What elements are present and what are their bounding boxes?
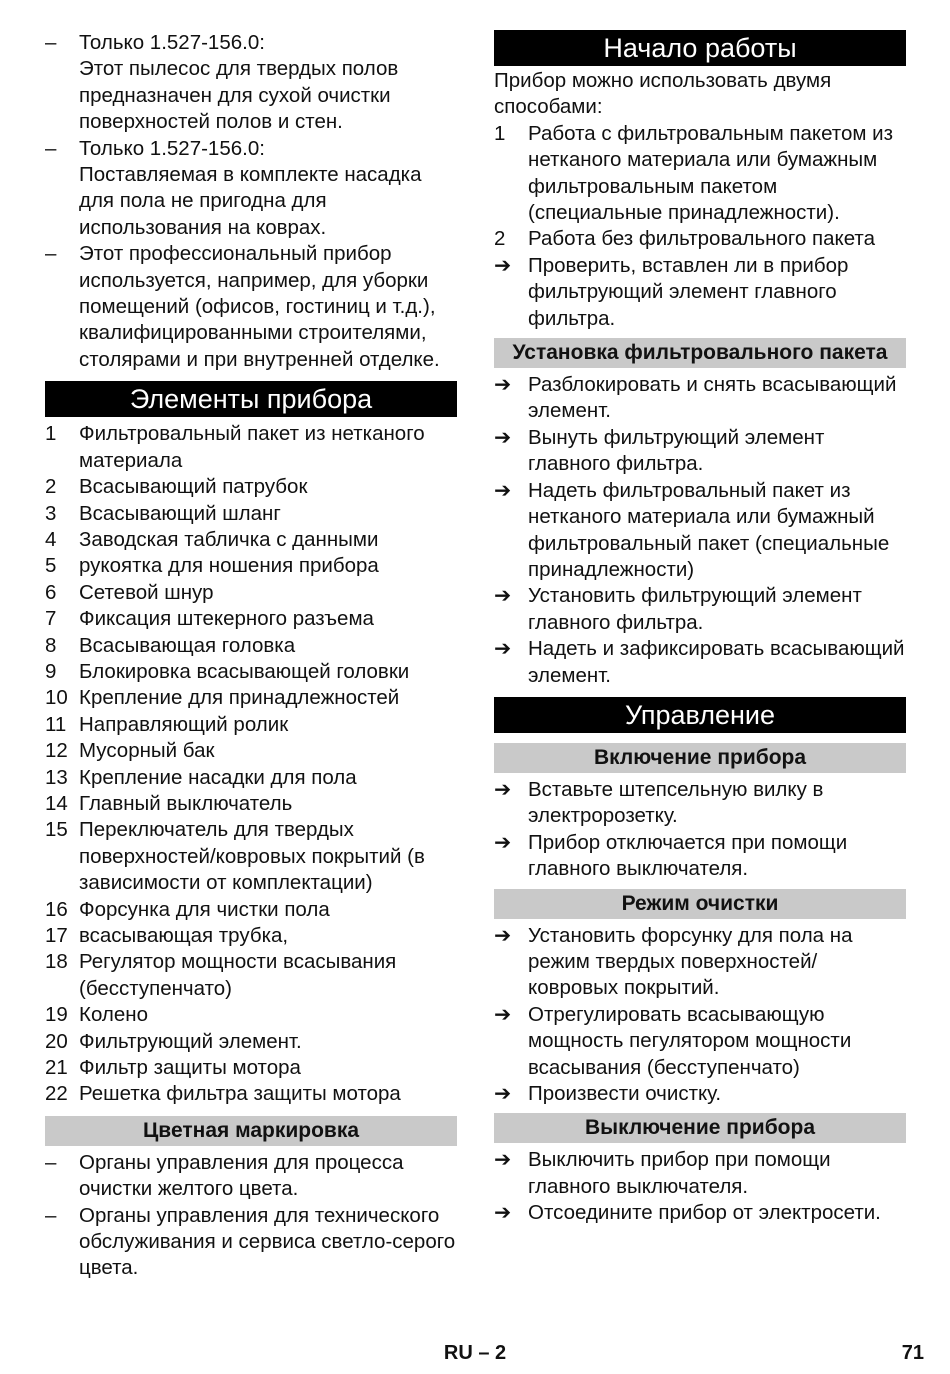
list-marker: – xyxy=(45,136,57,160)
list-item xyxy=(45,817,457,896)
item-text: Крепление для принадлежностей xyxy=(79,686,400,710)
list-item xyxy=(45,1203,457,1282)
item-number: 22 xyxy=(45,1082,68,1106)
list-item xyxy=(494,478,906,584)
list-text: Надеть фильтровальный пакет из нетканого материала или бумажный фильтровальный пакет (специальные принадлежности) xyxy=(528,478,890,581)
page-number: 71 xyxy=(901,1342,924,1364)
start-intro: Прибор можно использовать двумя способами: xyxy=(494,69,832,119)
list-item xyxy=(494,583,906,636)
list-text: Разблокировать и снять всасывающий элемент. xyxy=(528,373,897,423)
power-off-list xyxy=(494,1147,906,1226)
list-item xyxy=(45,1029,457,1055)
item-text: Фиксация штекерного разъема xyxy=(79,607,374,631)
list-item xyxy=(45,1081,457,1107)
item-text: Заводская табличка с данными xyxy=(79,527,379,551)
arrow-icon: ➔ xyxy=(494,584,512,608)
item-number: 4 xyxy=(45,527,57,551)
list-text: Только 1.527-156.0: xyxy=(79,136,265,160)
list-text: Этот пылесос для твердых полов предназначен для сухой очистки поверхностей полов и стен. xyxy=(79,57,399,134)
list-text: Прибор отключается при помощи главного выключателя. xyxy=(528,830,848,881)
list-item xyxy=(45,136,457,162)
control-heading: Управление xyxy=(494,697,906,733)
list-marker: – xyxy=(45,1203,57,1227)
list-item xyxy=(494,636,906,689)
list-item xyxy=(494,777,906,830)
arrow-icon: ➔ xyxy=(494,1002,512,1026)
list-item xyxy=(45,1002,457,1028)
list-item xyxy=(45,738,457,764)
start-list xyxy=(494,121,906,332)
list-item xyxy=(494,425,906,478)
item-text: Крепление насадки для пола xyxy=(79,765,357,789)
cleaning-mode-heading: Режим очистки xyxy=(494,889,906,919)
color-marking-list xyxy=(45,1150,457,1282)
list-item xyxy=(45,30,457,56)
arrow-icon: ➔ xyxy=(494,637,512,661)
color-marking-heading: Цветная маркировка xyxy=(45,1116,457,1146)
item-number: 11 xyxy=(45,712,67,736)
list-item xyxy=(45,580,457,606)
list-text: Органы управления для процесса очистки желтого цвета. xyxy=(79,1150,404,1201)
list-marker: – xyxy=(45,242,57,266)
item-text: Всасывающий шланг xyxy=(79,501,281,525)
list-text: Вынуть фильтрующий элемент главного фильтра. xyxy=(528,425,825,476)
item-number: 10 xyxy=(45,686,68,710)
list-text: Надеть и зафиксировать всасывающий элемент. xyxy=(528,637,905,687)
list-item xyxy=(45,712,457,738)
item-number: 6 xyxy=(45,580,57,604)
item-number: 20 xyxy=(45,1029,68,1053)
list-marker: 2 xyxy=(494,227,506,251)
elements-heading: Элементы прибора xyxy=(45,381,457,417)
power-on-heading: Включение прибора xyxy=(494,743,906,773)
list-item xyxy=(45,241,457,373)
arrow-icon: ➔ xyxy=(494,373,512,397)
list-item xyxy=(45,897,457,923)
arrow-icon: ➔ xyxy=(494,253,512,277)
list-item xyxy=(494,830,906,883)
start-heading: Начало работы xyxy=(494,30,906,66)
list-item xyxy=(45,1150,457,1203)
item-text: Форсунка для чистки пола xyxy=(79,897,330,921)
item-text: Направляющий ролик xyxy=(79,712,289,736)
item-text: рукоятка для ношения прибора xyxy=(79,554,379,578)
item-text: Колено xyxy=(79,1003,148,1027)
item-text: Блокировка всасывающей головки xyxy=(79,659,410,683)
item-number: 21 xyxy=(45,1056,68,1080)
filter-install-list xyxy=(494,372,906,689)
list-marker: – xyxy=(45,31,57,54)
item-number: 14 xyxy=(45,791,68,815)
item-number: 13 xyxy=(45,765,68,789)
list-item xyxy=(45,474,457,500)
item-text: Мусорный бак xyxy=(79,739,215,763)
list-text: Проверить, вставлен ли в прибор фильтрующий элемент главного фильтра. xyxy=(528,253,849,330)
filter-install-heading: Установка фильтровального пакета xyxy=(494,338,906,368)
list-item xyxy=(45,553,457,579)
item-number: 5 xyxy=(45,554,57,578)
item-text: Регулятор мощности всасывания (бесступенчато) xyxy=(79,950,397,1000)
list-marker: 1 xyxy=(494,121,506,145)
item-text: Фильтровальный пакет из нетканого материала xyxy=(79,422,425,472)
item-number: 2 xyxy=(45,475,57,499)
list-text: Отрегулировать всасывающую мощность пегулятором мощности всасывания (бесступенчато) xyxy=(528,1002,852,1079)
list-item xyxy=(494,372,906,425)
footer-section-label: RU – 2 xyxy=(443,1342,507,1364)
list-item xyxy=(45,501,457,527)
power-off-heading: Выключение прибора xyxy=(494,1113,906,1143)
list-item xyxy=(45,685,457,711)
list-item xyxy=(494,1147,906,1200)
list-item xyxy=(45,162,457,241)
item-text: Фильтр защиты мотора xyxy=(79,1056,301,1080)
list-item xyxy=(45,949,457,1002)
arrow-icon: ➔ xyxy=(494,425,512,449)
arrow-icon: ➔ xyxy=(494,1148,512,1172)
item-number: 3 xyxy=(45,501,57,525)
item-text: Сетевой шнур xyxy=(79,580,214,604)
list-text: Органы управления для технического обслуживания и сервиса светло-серого цвета. xyxy=(79,1203,456,1280)
item-text: Всасывающая головка xyxy=(79,633,296,657)
list-item xyxy=(494,1200,906,1226)
item-text: Фильтрующий элемент. xyxy=(79,1029,302,1053)
list-text: Установить фильтрующий элемент главного фильтра. xyxy=(528,584,862,634)
arrow-icon: ➔ xyxy=(494,923,512,947)
list-item xyxy=(45,606,457,632)
list-item xyxy=(45,923,457,949)
list-item xyxy=(494,1002,906,1081)
item-text: Решетка фильтра защиты мотора xyxy=(79,1082,401,1106)
list-item xyxy=(45,527,457,553)
list-text: Этот профессиональный прибор используется, например, для уборки помещений (офисов, гостиниц и т.д.), квалифицированными строителями, столярами и при внутренней отделке. xyxy=(79,242,440,371)
list-item xyxy=(494,253,906,332)
item-number: 1 xyxy=(45,422,57,446)
list-item xyxy=(494,226,906,252)
item-number: 17 xyxy=(45,924,68,947)
item-text: Всасывающий патрубок xyxy=(79,475,308,499)
list-item xyxy=(45,1055,457,1081)
arrow-icon: ➔ xyxy=(494,830,512,854)
power-on-list xyxy=(494,777,906,883)
list-text: Выключить прибор при помощи главного выключателя. xyxy=(528,1148,831,1198)
item-number: 16 xyxy=(45,897,68,921)
item-number: 8 xyxy=(45,633,57,657)
right-column xyxy=(494,30,906,1227)
cleaning-mode-list xyxy=(494,923,906,1108)
list-item xyxy=(45,633,457,659)
list-item xyxy=(45,791,457,817)
list-item xyxy=(45,56,457,135)
item-number: 9 xyxy=(45,659,57,683)
list-item xyxy=(494,923,906,1002)
elements-list xyxy=(45,421,457,1108)
list-text: Вставьте штепсельную вилку в электророзетку. xyxy=(528,777,824,828)
list-text: Установить форсунку для пола на режим твердых поверхностей/ковровых покрытий. xyxy=(528,923,853,1000)
item-text: Главный выключатель xyxy=(79,791,293,815)
left-column xyxy=(45,30,457,1282)
list-item xyxy=(45,659,457,685)
list-text: Только 1.527-156.0: xyxy=(79,31,265,54)
arrow-icon: ➔ xyxy=(494,1082,512,1105)
item-number: 12 xyxy=(45,739,68,763)
item-text: всасывающая трубка, xyxy=(79,924,289,947)
list-marker: – xyxy=(45,1150,57,1174)
intro-list xyxy=(45,30,457,373)
list-text: Произвести очистку. xyxy=(528,1082,722,1105)
list-text: Поставляемая в комплекте насадка для пола не пригодна для использования на коврах. xyxy=(79,163,422,239)
list-item xyxy=(494,121,906,227)
item-number: 15 xyxy=(45,818,68,842)
arrow-icon: ➔ xyxy=(494,478,512,502)
list-text: Работа без фильтровального пакета xyxy=(528,227,875,251)
list-item xyxy=(45,421,457,474)
list-text: Отсоедините прибор от электросети. xyxy=(528,1201,881,1225)
item-number: 18 xyxy=(45,950,68,974)
item-number: 7 xyxy=(45,607,57,631)
arrow-icon: ➔ xyxy=(494,777,512,801)
item-number: 19 xyxy=(45,1003,68,1027)
item-text: Переключатель для твердых поверхностей/ковровых покрытий (в зависимости от комплектации) xyxy=(79,818,425,895)
list-text: Работа с фильтровальным пакетом из нетканого материала или бумажным фильтровальным пакетом (специальные принадлежности). xyxy=(528,121,894,225)
list-item xyxy=(45,765,457,791)
list-item xyxy=(494,1081,906,1107)
arrow-icon: ➔ xyxy=(494,1201,512,1225)
